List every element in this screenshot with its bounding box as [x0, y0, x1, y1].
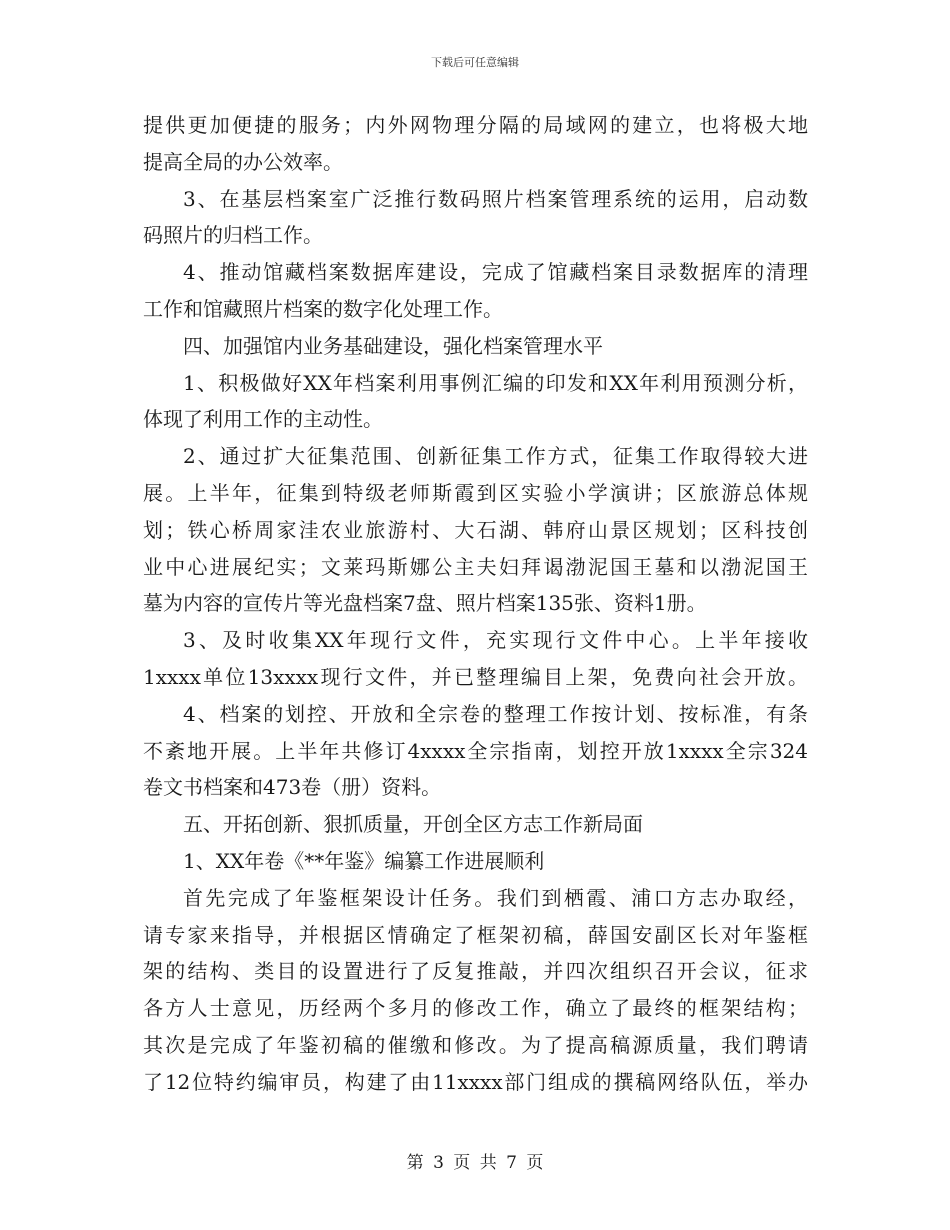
text-line: 3、及时收集XX年现行文件，充实现行文件中心。上半年接收 [183, 628, 808, 653]
text-line: 五、开拓创新、狠抓质量，开创全区方志工作新局面 [183, 812, 643, 837]
page-header: 下载后可任意编辑 [431, 56, 519, 69]
page-number-footer: 第 3 页 共 7 页 [406, 1153, 544, 1173]
text-line: 1、XX年卷《**年鉴》编纂工作进展顺利 [183, 848, 545, 873]
text-line: 4、推动馆藏档案数据库建设，完成了馆藏档案目录数据库的清理 [183, 260, 808, 285]
text-line: 展。上半年，征集到特级老师斯霞到区实验小学演讲；区旅游总体规 [143, 480, 808, 505]
text-line: 提高全局的办公效率。 [143, 149, 343, 174]
text-line: 体现了利用工作的主动性。 [143, 407, 383, 432]
text-line: 4、档案的划控、开放和全宗卷的整理工作按计划、按标准，有条 [183, 701, 808, 726]
text-line: 卷文书档案和473卷（册）资料。 [143, 775, 442, 800]
text-line: 不紊地开展。上半年共修订4xxxx全宗指南，划控开放1xxxx全宗324 [143, 738, 808, 763]
text-line: 2、通过扩大征集范围、创新征集工作方式，征集工作取得较大进 [183, 444, 808, 469]
text-line: 架的结构、类目的设置进行了反复推敲，并四次组织召开会议，征求 [143, 959, 808, 984]
text-line: 首先完成了年鉴框架设计任务。我们到栖霞、浦口方志办取经， [183, 885, 808, 910]
text-line: 提供更加便捷的服务；内外网物理分隔的局域网的建立，也将极大地 [143, 113, 808, 137]
text-line: 其次是完成了年鉴初稿的催缴和修改。为了提高稿源质量，我们聘请 [143, 1032, 808, 1057]
text-line: 四、加强馆内业务基础建设，强化档案管理水平 [183, 333, 603, 358]
text-line: 1xxxx单位13xxxx现行文件，并已整理编目上架，免费向社会开放。 [143, 664, 808, 689]
text-line: 请专家来指导，并根据区情确定了框架初稿，薛国安副区长对年鉴框 [143, 922, 808, 947]
text-line: 业中心进展纪实；文莱玛斯娜公主夫妇拜谒渤泥国王墓和以渤泥国王 [143, 554, 808, 579]
text-line: 各方人士意见，历经两个多月的修改工作，确立了最终的框架结构； [143, 996, 808, 1021]
text-line: 工作和馆藏照片档案的数字化处理工作。 [143, 296, 503, 321]
text-line: 码照片的归档工作。 [143, 223, 323, 248]
text-line: 1、积极做好XX年档案利用事例汇编的印发和XX年利用预测分析， [183, 370, 808, 395]
text-line: 墓为内容的宣传片等光盘档案7盘、照片档案135张、资料1册。 [143, 591, 707, 616]
text-line: 划；铁心桥周家洼农业旅游村、大石湖、韩府山景区规划；区科技创 [143, 517, 808, 542]
document-body [143, 107, 808, 1101]
text-line: 了12位特约编审员，构建了由11xxxx部门组成的撰稿网络队伍，举办 [143, 1069, 808, 1094]
text-line: 3、在基层档案室广泛推行数码照片档案管理系统的运用，启动数 [183, 186, 808, 211]
